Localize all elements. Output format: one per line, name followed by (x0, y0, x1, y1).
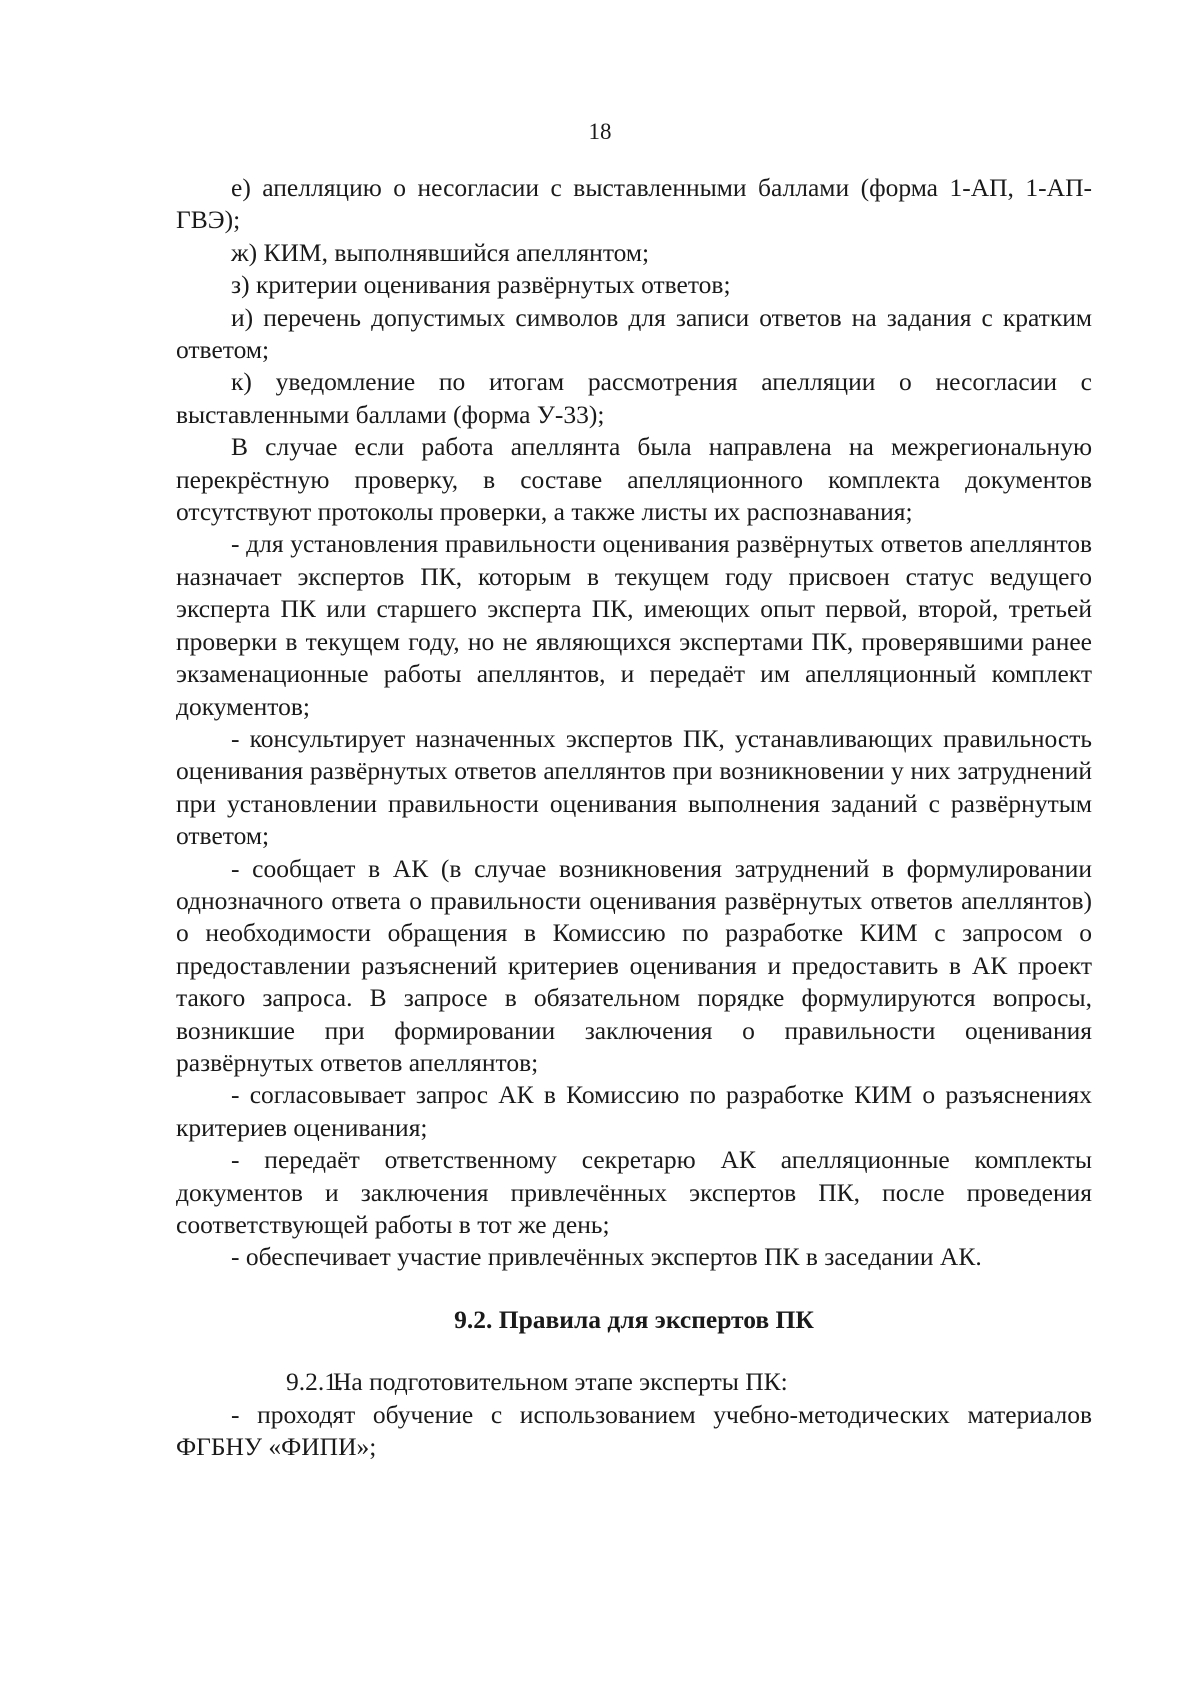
clause-text: На подготовительном этапе эксперты ПК: (333, 1367, 788, 1397)
paragraph-item-k: к) уведомление по итогам рассмотрения апелляции о несогласии с выставленными баллами (форма У-33); (176, 367, 1092, 429)
paragraph-cross-check-note: В случае если работа апеллянта была направлена на межрегиональную перекрёстную проверку, в составе апелляционного комплекта документов отсутствуют протоколы проверки, а также листы их распознавания; (176, 432, 1092, 527)
paragraph-item-e: е) апелляцию о несогласии с выставленными баллами (форма 1-АП, 1-АП-ГВЭ); (176, 173, 1092, 235)
clause-9-2-1 (176, 1366, 1092, 1398)
paragraph-item-i: и) перечень допустимых символов для записи ответов на задания с кратким ответом; (176, 302, 1092, 365)
clause-number: 9.2.1. (286, 1367, 344, 1397)
paragraph-item-zh: ж) КИМ, выполнявшийся апеллянтом; (231, 237, 650, 267)
paragraph-assign-experts: - для установления правильности оценивания развёрнутых ответов апеллянтов назначает экспертов ПК, которым в текущем году присвоен статус ведущего эксперта ПК или старшего эксперта ПК, имеющих опыт первой, второй, третьей проверки в текущем году, но не являющихся экспертами ПК, проверявшими ранее экзаменационные работы апеллянтов, и передаёт им апелляционный комплект документов; (176, 529, 1092, 721)
paragraph-transfers-documents: - передаёт ответственному секретарю АК апелляционные комплекты документов и заключения привлечённых экспертов ПК, после проведения соответствующей работы в тот же день; (176, 1145, 1092, 1239)
paragraph-approves-request: - согласовывает запрос АК в Комиссию по разработке КИМ о разъяснениях критериев оценивания; (176, 1080, 1092, 1142)
paragraph-training: - проходят обучение с использованием учебно-методических материалов ФГБНУ «ФИПИ»; (176, 1399, 1092, 1462)
page-number: 18 (588, 119, 612, 144)
paragraph-consults: - консультирует назначенных экспертов ПК, устанавливающих правильность оценивания развёрнутых ответов апеллянтов при возникновении у них затруднений при установлении правильности оценивания выполнения заданий с развёрнутым ответом; (176, 723, 1092, 851)
section-heading: 9.2. Правила для экспертов ПК (454, 1304, 814, 1334)
paragraph-ensures-participation: - обеспечивает участие привлечённых экспертов ПК в заседании АК. (231, 1242, 982, 1272)
document-body (176, 172, 1092, 1463)
paragraph-reports-to-ak: - сообщает в АК (в случае возникновения затруднений в формулировании однозначного ответа о правильности оценивания развёрнутых ответов апеллянтов) о необходимости обращения в Комиссию по разработке КИМ с запросом о предоставлении разъяснений критериев оценивания и предоставить в АК проект такого запроса. В запросе в обязательном порядке формулируются вопросы, возникшие при формировании заключения о правильности оценивания развёрнутых ответов апеллянтов; (176, 853, 1092, 1077)
paragraph-item-z: з) критерии оценивания развёрнутых ответов; (231, 270, 731, 300)
